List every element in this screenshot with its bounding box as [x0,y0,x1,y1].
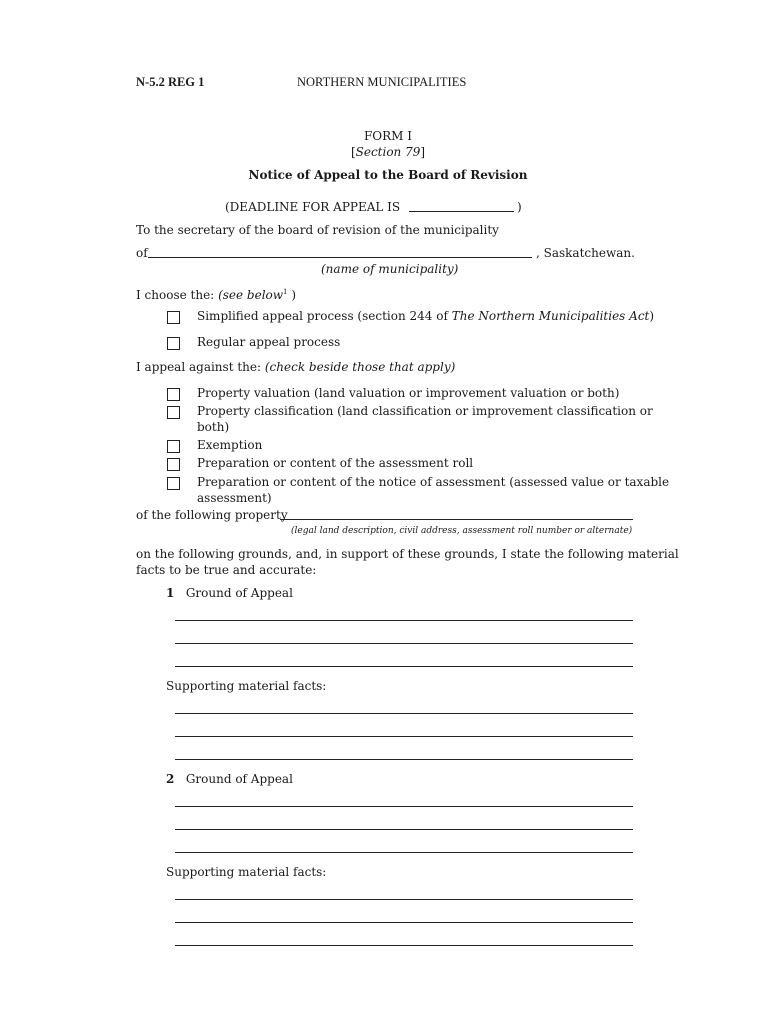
choose-intro: I choose the: (see below$^1$ ) [136,288,297,302]
ground-1-facts-line-1[interactable] [175,713,633,714]
ground-1-facts-line-2[interactable] [175,736,633,737]
notice-of-assessment-label: Preparation or content of the notice of assessment (assessed value or taxable [197,475,670,489]
exemption-label: Exemption [197,438,263,452]
exemption-checkbox[interactable] [167,440,180,453]
to-secretary-text: To the secretary of the board of revision of the municipality [136,223,499,237]
ground-2-facts-line-2[interactable] [175,922,633,923]
ground-1-line-3[interactable] [175,666,633,667]
ground-2-heading: 2 Ground of Appeal [166,772,293,786]
appeal-against-intro: I appeal against the: (check beside those that apply) [136,360,456,374]
simplified-appeal-checkbox[interactable] [167,311,180,324]
regular-appeal-checkbox[interactable] [167,337,180,350]
property-valuation-label: Property valuation (land valuation or improvement valuation or both) [197,386,620,400]
ground-2-facts-line-3[interactable] [175,945,633,946]
ground-2-facts-line-1[interactable] [175,899,633,900]
grounds-intro-line1: on the following grounds, and, in support of these grounds, I state the following material [136,547,679,561]
municipality-caption: (name of municipality) [321,262,459,276]
regular-appeal-label: Regular appeal process [197,335,341,349]
ground-1-facts-line-3[interactable] [175,759,633,760]
ground-2-facts-label: Supporting material facts: [166,865,327,879]
property-classification-label-cont: both) [197,420,230,434]
deadline-close: ) [517,200,522,214]
assessment-roll-label: Preparation or content of the assessment roll [197,456,474,470]
property-classification-label: Property classification (land classification or improvement classification or [197,404,653,418]
grounds-intro-line2: facts to be true and accurate: [136,563,317,577]
province-suffix: , Saskatchewan. [536,246,635,260]
ground-2-line-1[interactable] [175,806,633,807]
notice-title: Notice of Appeal to the Board of Revision [248,168,528,182]
property-valuation-checkbox[interactable] [167,388,180,401]
form-title: FORM I [363,129,413,143]
of-prefix: of [136,246,148,260]
simplified-appeal-label: Simplified appeal process (section 244 of The Northern Municipalities Act) [197,309,655,323]
regulation-id: N-5.2 REG 1 [136,75,205,89]
ground-1-facts-label: Supporting material facts: [166,679,327,693]
act-title: NORTHERN MUNICIPALITIES [297,75,467,89]
deadline-field[interactable] [409,211,514,212]
ground-1-line-2[interactable] [175,643,633,644]
ground-2-line-3[interactable] [175,852,633,853]
assessment-roll-checkbox[interactable] [167,458,180,471]
ground-2-line-2[interactable] [175,829,633,830]
notice-of-assessment-label-cont: assessment) [197,491,272,505]
property-field[interactable] [280,519,633,520]
property-prefix: of the following property [136,508,288,522]
municipality-field[interactable] [148,257,532,258]
deadline-label: (DEADLINE FOR APPEAL IS [225,200,401,214]
ground-1-line-1[interactable] [175,620,633,621]
notice-of-assessment-checkbox[interactable] [167,477,180,490]
section-reference: [Section 79] [350,145,426,159]
property-caption: (legal land description, civil address, assessment roll number or alternate) [291,526,633,536]
ground-1-heading: 1 Ground of Appeal [166,586,293,600]
property-classification-checkbox[interactable] [167,406,180,419]
